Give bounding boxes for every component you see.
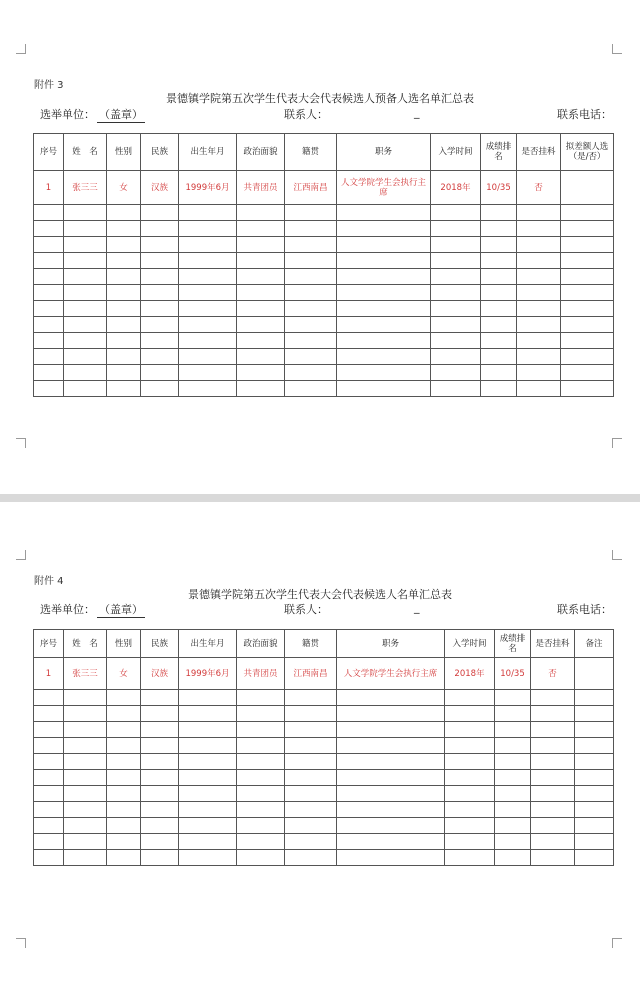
contact-person-label: 联系人： <box>284 603 328 616</box>
table-row-empty <box>34 802 614 818</box>
table-row <box>34 171 614 205</box>
contact-person-blank: _ <box>414 106 420 119</box>
cell: 女 <box>107 658 141 690</box>
cell <box>575 658 614 690</box>
form-title: 景德镇学院第五次学生代表大会代表候选人名单汇总表 <box>188 588 452 601</box>
cell: 汉族 <box>141 658 179 690</box>
table-header-row <box>34 134 614 171</box>
col-header: 性别 <box>107 630 141 658</box>
cell: 张三三 <box>64 171 107 205</box>
seal-field: （盖章） <box>99 603 143 616</box>
table-row-empty <box>34 834 614 850</box>
table-row-empty <box>34 722 614 738</box>
col-header: 籍贯 <box>285 630 337 658</box>
cell: 1 <box>34 658 64 690</box>
page-gap <box>0 494 640 502</box>
crop-mark <box>612 938 622 948</box>
table-row-empty <box>34 770 614 786</box>
cell: 10/35 <box>481 171 517 205</box>
cell: 否 <box>517 171 561 205</box>
col-header: 出生年月 <box>179 134 237 171</box>
cell: 江西南昌 <box>285 658 337 690</box>
table-row-empty <box>34 786 614 802</box>
col-header: 拟差额人选（是/否） <box>561 134 614 171</box>
table-row-empty <box>34 818 614 834</box>
cell: 1 <box>34 171 64 205</box>
cell: 1999年6月 <box>179 171 237 205</box>
document-page-1 <box>0 0 640 494</box>
crop-mark <box>612 44 622 54</box>
cell: 汉族 <box>141 171 179 205</box>
crop-mark <box>16 938 26 948</box>
col-header: 职务 <box>337 630 445 658</box>
col-header: 姓 名 <box>64 134 107 171</box>
col-header: 出生年月 <box>179 630 237 658</box>
table-row-empty <box>34 253 614 269</box>
cell: 人文学院学生会执行主席 <box>337 658 445 690</box>
cell <box>561 171 614 205</box>
form-header-fields <box>40 601 612 617</box>
form-title: 景德镇学院第五次学生代表大会代表候选人预备人选名单汇总表 <box>166 92 474 105</box>
cell: 2018年 <box>445 658 495 690</box>
annex-label: 附件 3 <box>34 80 64 91</box>
seal-field: （盖章） <box>99 108 143 121</box>
col-header: 籍贯 <box>285 134 337 171</box>
crop-mark <box>612 438 622 448</box>
cell: 女 <box>107 171 141 205</box>
table-row-empty <box>34 237 614 253</box>
cell: 张三三 <box>64 658 107 690</box>
election-unit: 选举单位： （盖章） <box>40 108 143 121</box>
contact-person-label: 联系人： <box>284 108 328 121</box>
table-row-empty <box>34 221 614 237</box>
cell: 人文学院学生会执行主席 <box>337 171 431 205</box>
col-header: 序号 <box>34 630 64 658</box>
crop-mark <box>16 44 26 54</box>
crop-mark <box>16 438 26 448</box>
cell: 否 <box>531 658 575 690</box>
form-header-fields <box>40 106 612 122</box>
crop-mark <box>16 550 26 560</box>
table-row-empty <box>34 706 614 722</box>
crop-mark <box>612 550 622 560</box>
table-row-empty <box>34 317 614 333</box>
col-header: 政治面貌 <box>237 630 285 658</box>
col-header: 备注 <box>575 630 614 658</box>
col-header: 民族 <box>141 630 179 658</box>
document-page-2 <box>0 502 640 993</box>
cell: 1999年6月 <box>179 658 237 690</box>
col-header: 成绩排名 <box>495 630 531 658</box>
contact-phone-label: 联系电话： <box>557 108 612 121</box>
election-unit: 选举单位： （盖章） <box>40 603 143 616</box>
col-header: 是否挂科 <box>517 134 561 171</box>
col-header: 是否挂科 <box>531 630 575 658</box>
table-row-empty <box>34 365 614 381</box>
table-row-empty <box>34 269 614 285</box>
table-row <box>34 658 614 690</box>
contact-person-blank: _ <box>414 601 420 614</box>
cell: 10/35 <box>495 658 531 690</box>
cell: 共青团员 <box>237 658 285 690</box>
col-header: 性别 <box>107 134 141 171</box>
table-row-empty <box>34 738 614 754</box>
col-header: 成绩排名 <box>481 134 517 171</box>
table-row-empty <box>34 301 614 317</box>
table-row-empty <box>34 205 614 221</box>
table-row-empty <box>34 754 614 770</box>
table-row-empty <box>34 381 614 397</box>
table-header-row <box>34 630 614 658</box>
table-row-empty <box>34 850 614 866</box>
col-header: 姓 名 <box>64 630 107 658</box>
col-header: 入学时间 <box>431 134 481 171</box>
col-header: 职务 <box>337 134 431 171</box>
candidate-table <box>33 629 614 866</box>
col-header: 入学时间 <box>445 630 495 658</box>
cell: 江西南昌 <box>285 171 337 205</box>
table-row-empty <box>34 285 614 301</box>
col-header: 序号 <box>34 134 64 171</box>
cell: 共青团员 <box>237 171 285 205</box>
col-header: 民族 <box>141 134 179 171</box>
cell: 2018年 <box>431 171 481 205</box>
contact-phone-label: 联系电话： <box>557 603 612 616</box>
table-row-empty <box>34 333 614 349</box>
candidate-table <box>33 133 614 397</box>
col-header: 政治面貌 <box>237 134 285 171</box>
annex-label: 附件 4 <box>34 576 64 587</box>
table-row-empty <box>34 690 614 706</box>
table-row-empty <box>34 349 614 365</box>
